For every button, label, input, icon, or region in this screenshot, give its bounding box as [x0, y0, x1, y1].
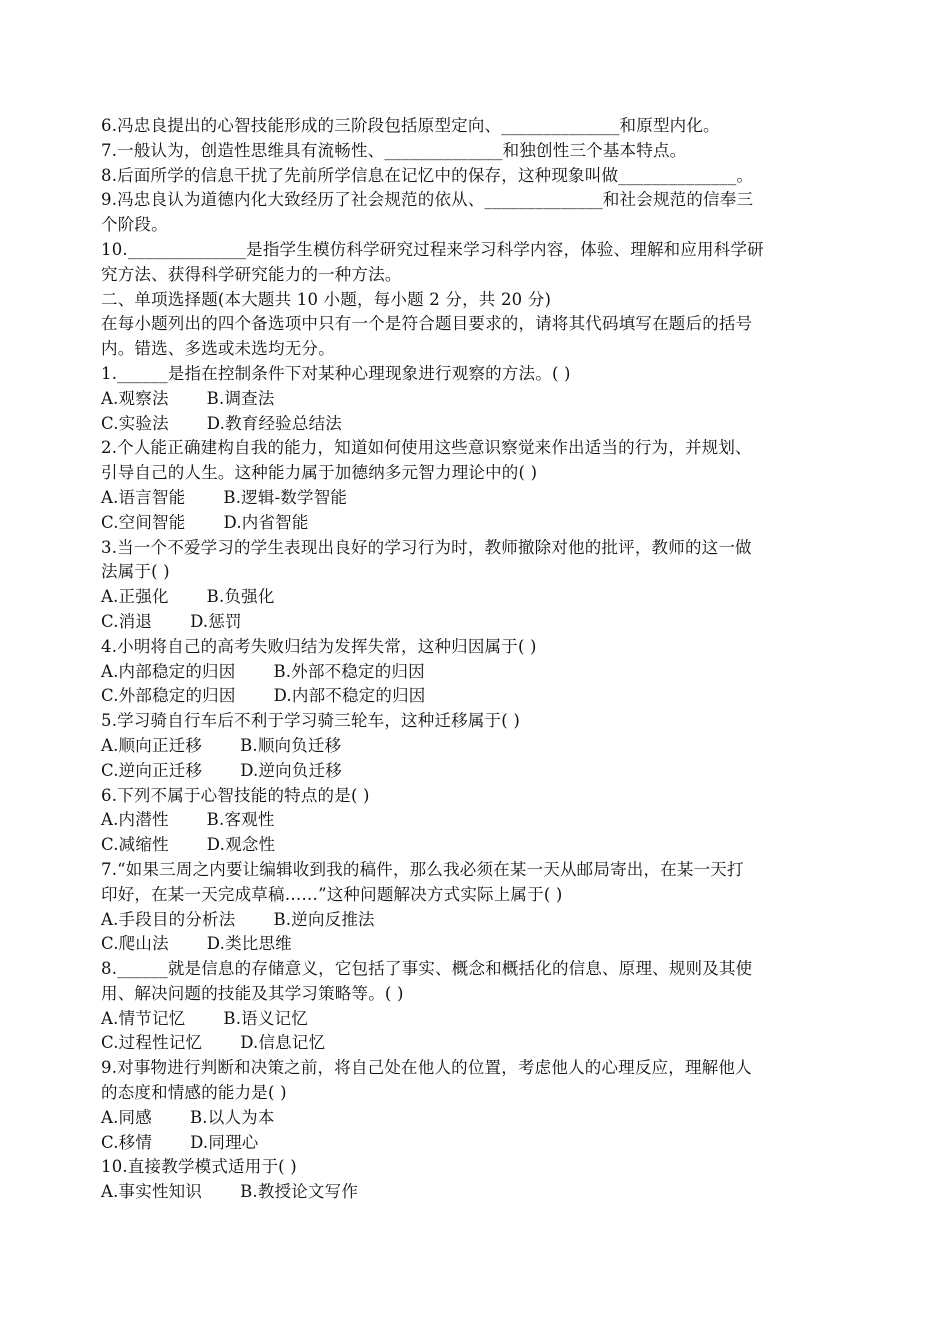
- question-stem: 7.“如果三周之内要让编辑收到我的稿件，那么我必须在某一天从邮局寄出，在某一天打: [101, 859, 744, 879]
- question-3: [101, 536, 853, 635]
- option-row: [101, 908, 853, 933]
- option-b: B.逻辑-数学智能: [223, 487, 348, 507]
- option-row: [101, 808, 853, 833]
- question-stem: 6.下列不属于心智技能的特点的是( ): [101, 785, 370, 805]
- option-d: D.同理心: [190, 1132, 259, 1152]
- option-b: B.逆向反推法: [273, 909, 375, 929]
- question-2: [101, 436, 853, 535]
- option-a: A.情节记忆: [101, 1008, 186, 1028]
- fill-item-10-cont: 究方法、获得科学研究能力的一种方法。: [101, 264, 402, 284]
- option-d: D.观念性: [206, 835, 276, 855]
- option-d: D.逆向负迁移: [240, 760, 342, 780]
- option-a: A.事实性知识: [101, 1182, 203, 1202]
- option-d: D.信息记忆: [240, 1033, 326, 1053]
- fill-item-9: 9.冯忠良认为道德内化大致经历了社会规范的依从、______________和社会规范的信奉三: [101, 190, 754, 210]
- option-d: D.惩罚: [190, 611, 242, 631]
- option-d: D.教育经验总结法: [206, 413, 342, 433]
- option-row: [101, 932, 853, 957]
- question-stem-cont: 印好，在某一天完成草稿……”这种问题解决方式实际上属于( ): [101, 884, 563, 904]
- question-stem: 5.学习骑自行车后不利于学习骑三轮车，这种迁移属于( ): [101, 711, 520, 731]
- section-heading: 二、单项选择题(本大题共 10 小题，每小题 2 分，共 20 分): [101, 289, 552, 309]
- option-row: [101, 660, 853, 685]
- fill-item-9-cont: 个阶段。: [101, 215, 168, 235]
- question-7: [101, 858, 853, 957]
- option-row: [101, 734, 853, 759]
- question-stem-cont: 的态度和情感的能力是( ): [101, 1083, 287, 1103]
- option-a: A.观察法: [101, 388, 169, 408]
- fill-item-7: 7.一般认为，创造性思维具有流畅性、______________和独创性三个基本特点。: [101, 140, 687, 160]
- option-a: A.语言智能: [101, 487, 186, 507]
- question-6: [101, 784, 853, 858]
- option-row: [101, 387, 853, 412]
- section-instructions: 在每小题列出的四个备选项中只有一个是符合题目要求的，请将其代码填写在题后的括号: [101, 314, 753, 334]
- fill-in-section: [101, 114, 853, 288]
- section-instructions-cont: 内。错选、多选或未选均无分。: [101, 339, 335, 359]
- option-c: C.消退: [101, 611, 153, 631]
- option-c: C.过程性记忆: [101, 1033, 203, 1053]
- option-a: A.内潜性: [101, 810, 169, 830]
- option-row: [101, 1131, 853, 1156]
- option-c: C.减缩性: [101, 835, 169, 855]
- option-b: B.负强化: [206, 587, 275, 607]
- fill-item-8: 8.后面所学的信息干扰了先前所学信息在记忆中的保存，这种现象叫做______________。: [101, 165, 754, 185]
- option-b: B.语义记忆: [223, 1008, 308, 1028]
- question-stem: 9.对事物进行判断和决策之前，将自己处在他人的位置，考虑他人的心理反应，理解他人: [101, 1058, 752, 1078]
- option-a: A.顺向正迁移: [101, 735, 203, 755]
- question-stem: 3.当一个不爱学习的学生表现出良好的学习行为时，教师撤除对他的批评，教师的这一做: [101, 537, 752, 557]
- option-c: C.空间智能: [101, 512, 186, 532]
- question-stem: 2.个人能正确建构自我的能力，知道如何使用这些意识察觉来作出适当的行为，并规划、: [101, 438, 752, 458]
- question-stem-cont: 法属于( ): [101, 562, 170, 582]
- option-d: D.内部不稳定的归因: [273, 686, 426, 706]
- option-c: C.实验法: [101, 413, 169, 433]
- question-10: [101, 1155, 853, 1205]
- option-row: [101, 833, 853, 858]
- option-b: B.调查法: [206, 388, 275, 408]
- question-9: [101, 1056, 853, 1155]
- option-c: C.爬山法: [101, 934, 169, 954]
- option-row: [101, 759, 853, 784]
- option-b: B.客观性: [206, 810, 275, 830]
- option-d: D.类比思维: [206, 934, 292, 954]
- question-8: [101, 957, 853, 1056]
- option-row: [101, 684, 853, 709]
- question-stem-cont: 引导自己的人生。这种能力属于加德纳多元智力理论中的( ): [101, 463, 538, 483]
- question-stem-cont: 用、解决问题的技能及其学习策略等。( ): [101, 983, 404, 1003]
- option-row: [101, 486, 853, 511]
- option-row: [101, 511, 853, 536]
- option-c: C.外部稳定的归因: [101, 686, 236, 706]
- option-c: C.移情: [101, 1132, 153, 1152]
- option-a: A.内部稳定的归因: [101, 661, 236, 681]
- fill-item-10: 10.______________是指学生模仿科学研究过程来学习科学内容，体验、理解和应用科学研: [101, 239, 764, 259]
- fill-item-6: 6.冯忠良提出的心智技能形成的三阶段包括原型定向、______________和原型内化。: [101, 116, 720, 135]
- option-c: C.逆向正迁移: [101, 760, 203, 780]
- question-stem: 1.______是指在控制条件下对某种心理现象进行观察的方法。( ): [101, 363, 571, 383]
- option-b: B.顺向负迁移: [240, 735, 342, 755]
- option-row: [101, 1031, 853, 1056]
- option-a: A.同感: [101, 1107, 152, 1127]
- option-row: [101, 412, 853, 437]
- option-row: [101, 1007, 853, 1032]
- question-1: [101, 362, 853, 436]
- option-d: D.内省智能: [223, 512, 309, 532]
- option-b: B.以人为本: [189, 1107, 275, 1127]
- exam-page: [101, 114, 853, 1205]
- option-row: [101, 585, 853, 610]
- option-b: B.教授论文写作: [240, 1182, 359, 1202]
- option-row: [101, 1106, 853, 1131]
- question-4: [101, 635, 853, 709]
- option-row: [101, 610, 853, 635]
- option-b: B.外部不稳定的归因: [273, 661, 425, 681]
- option-a: A.手段目的分析法: [101, 909, 236, 929]
- question-5: [101, 709, 853, 783]
- question-stem: 8.______就是信息的存储意义，它包括了事实、概念和概括化的信息、原理、规则及其使: [101, 959, 753, 979]
- option-a: A.正强化: [101, 587, 169, 607]
- question-stem: 4.小明将自己的高考失败归结为发挥失常，这种归因属于( ): [101, 636, 537, 656]
- option-row: [101, 1180, 853, 1205]
- question-stem: 10.直接教学模式适用于( ): [101, 1157, 297, 1177]
